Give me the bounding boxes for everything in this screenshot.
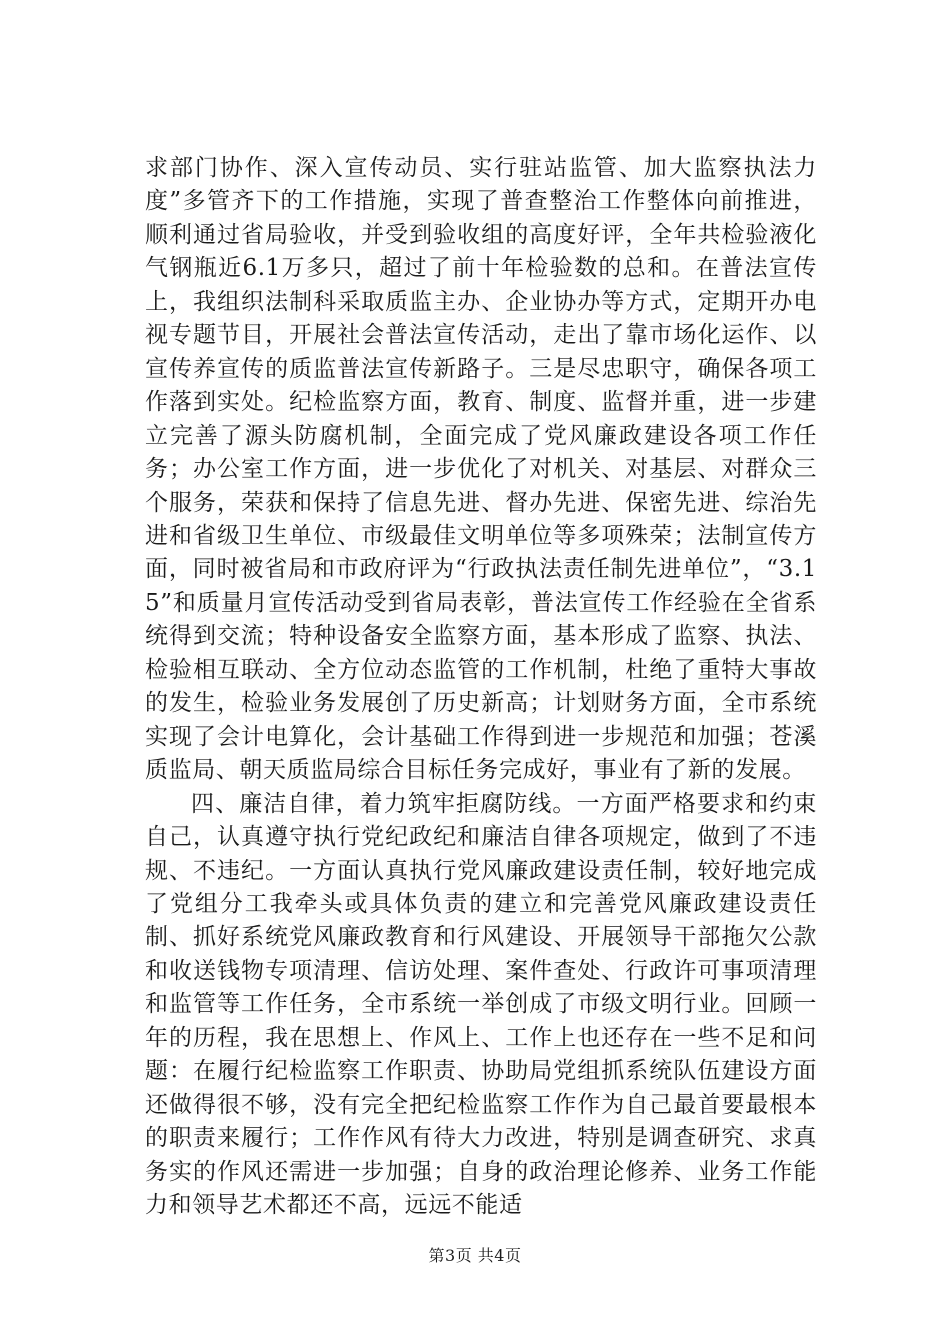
- paragraph-continued: 求部门协作、深入宣传动员、实行驻站监管、加大监察执法力度”多管齐下的工作措施，实现了普查整治工作整体向前推进，顺利通过省局验收，并受到验收组的高度好评，全年共检验液化气钢瓶近6.1万多只，超过了前十年检验数的总和。在普法宣传上，我组织法制科采取质监主办、企业协办等方式，定期开办电视专题节目，开展社会普法宣传活动，走出了靠市场化运作、以宣传养宣传的质监普法宣传新路子。三是尽忠职守，确保各项工作落到实处。纪检监察方面，教育、制度、监督并重，进一步建立完善了源头防腐机制，全面完成了党风廉政建设各项工作任务；办公室工作方面，进一步优化了对机关、对基层、对群众三个服务，荣获和保持了信息先进、督办先进、保密先进、综治先进和省级卫生单位、市级最佳文明单位等多项殊荣；法制宣传方面，同时被省局和市政府评为“行政执法责任制先进单位”，“3.15”和质量月宣传活动受到省局表彰，普法宣传工作经验在全省系统得到交流；特种设备安全监察方面，基本形成了监察、执法、检验相互联动、全方位动态监管的工作机制，杜绝了重特大事故的发生，检验业务发展创了历史新高；计划财务方面，全市系统实现了会计电算化，会计基础工作得到进一步规范和加强；苍溪质监局、朝天质监局综合目标任务完成好，事业有了新的发展。: [145, 155, 817, 784]
- page-footer: [0, 1243, 950, 1266]
- paragraph-section-four: 四、廉洁自律，着力筑牢拒腐防线。一方面严格要求和约束自己，认真遵守执行党纪政纪和廉洁自律各项规定，做到了不违规、不违纪。一方面认真执行党风廉政建设责任制，较好地完成了党组分工我牵头或具体负责的建立和完善党风廉政建设责任制、抓好系统党风廉政教育和行风建设、开展领导干部拖欠公款和收送钱物专项清理、信访处理、案件查处、行政许可事项清理和监管等工作任务，全市系统一举创成了市级文明行业。回顾一年的历程，我在思想上、作风上、工作上也还存在一些不足和问题：在履行纪检监察工作职责、协助局党组抓系统队伍建设方面还做得很不够，没有完全把纪检监察工作作为自己最首要最根本的职责来履行；工作作风有待大力改进，特别是调查研究、求真务实的作风还需进一步加强；自身的政治理论修养、业务工作能力和领导艺术都还不高，远远不能适: [145, 790, 817, 1219]
- document-body: [145, 152, 817, 1223]
- page-number-label: 第3页 共4页: [428, 1246, 522, 1265]
